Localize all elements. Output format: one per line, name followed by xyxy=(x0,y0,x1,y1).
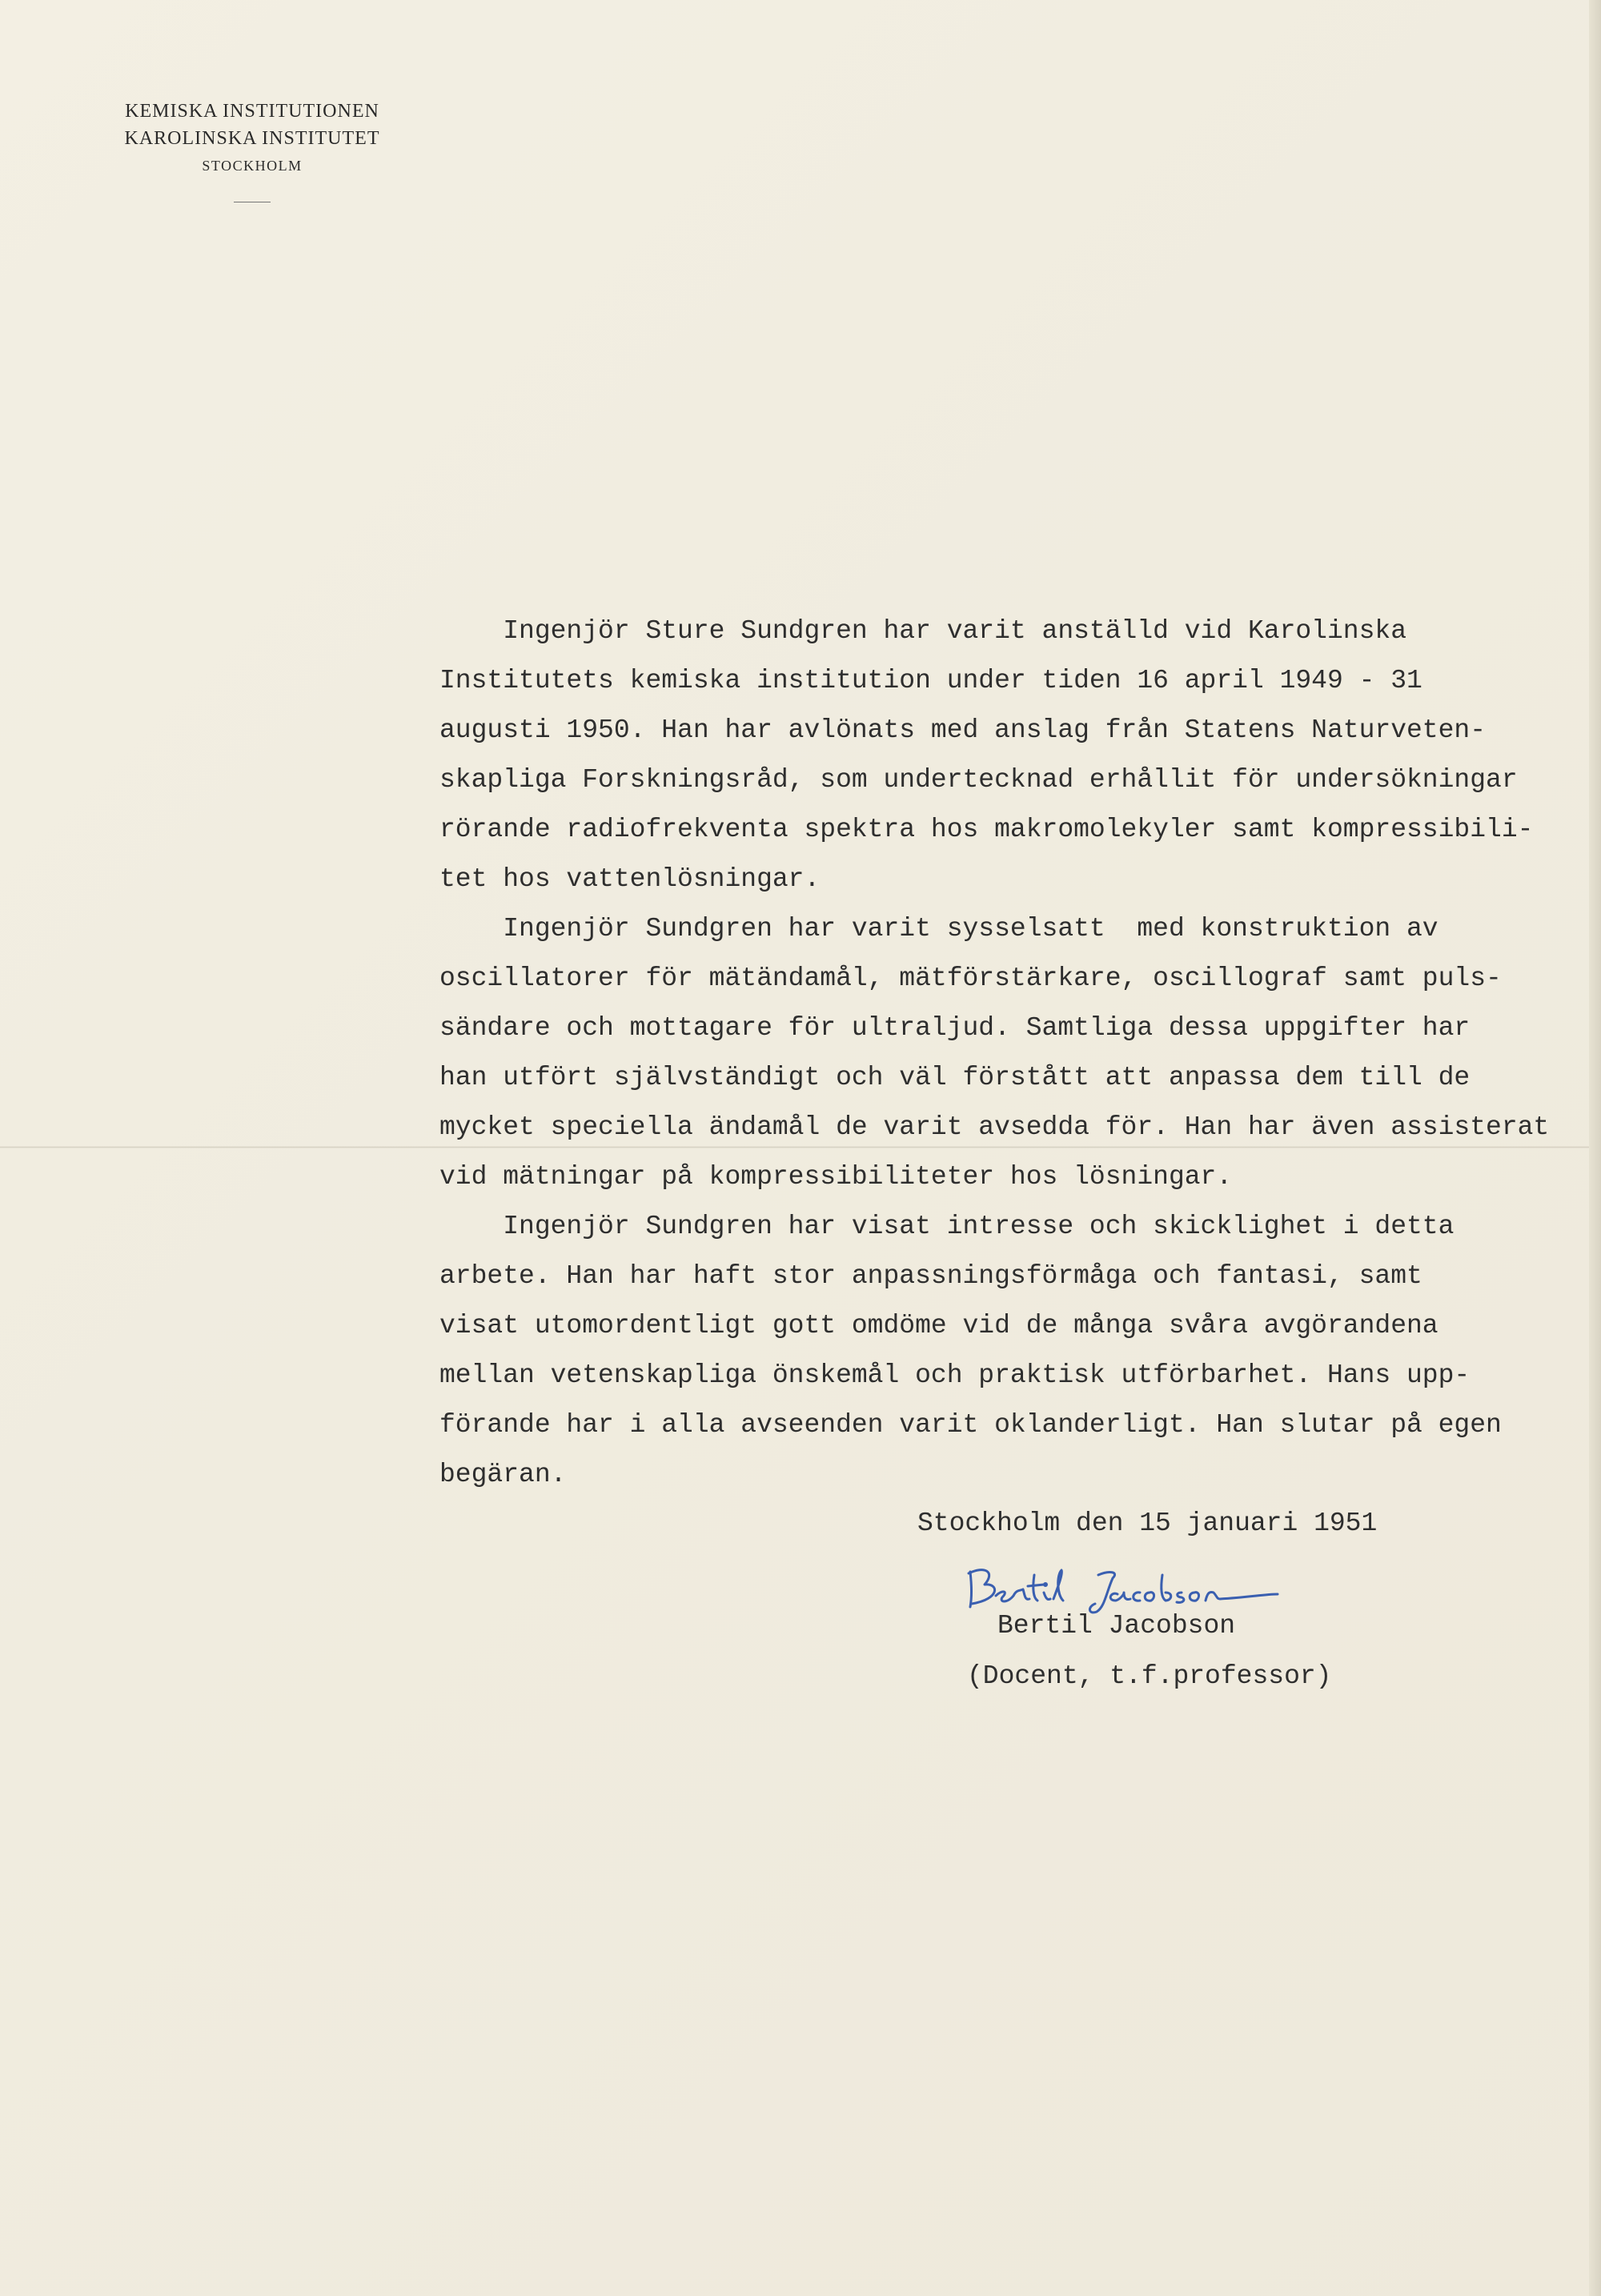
body-line: mellan vetenskapliga önskemål och praktisk utförbarhet. Hans upp- xyxy=(439,1360,1471,1390)
body-line: mycket speciella ändamål de varit avsedda för. Han har även assisterat xyxy=(439,1112,1550,1142)
body-line: han utfört självständigt och väl förstått att anpassa dem till de xyxy=(439,1063,1471,1092)
body-line: Institutets kemiska institution under tiden 16 april 1949 - 31 xyxy=(439,666,1422,695)
letterhead-institution: KEMISKA INSTITUTIONEN xyxy=(125,101,379,122)
body-line: förande har i alla avseenden varit oklanderligt. Han slutar på egen xyxy=(439,1410,1502,1440)
page-edge xyxy=(1589,0,1601,2296)
letterhead xyxy=(80,98,424,202)
body-line: augusti 1950. Han har avlönats med anslag från Statens Naturveten- xyxy=(439,715,1487,745)
body-line: tet hos vattenlösningar. xyxy=(439,864,821,894)
letterhead-university: KAROLINSKA INSTITUTET xyxy=(124,128,380,149)
body-line: Ingenjör Sture Sundgren har varit anställd vid Karolinska xyxy=(439,616,1406,646)
body-line: skapliga Forskningsråd, som undertecknad erhållit för undersökningar xyxy=(439,765,1518,795)
body-line: sändare och mottagare för ultraljud. Samtliga dessa uppgifter har xyxy=(439,1013,1471,1043)
letterhead-city: STOCKHOLM xyxy=(202,158,303,174)
body-line: Ingenjör Sundgren har visat intresse och skicklighet i detta xyxy=(439,1212,1455,1241)
body-line: oscillatorer för mätändamål, mätförstärkare, oscillograf samt puls- xyxy=(439,964,1502,993)
body-line: Ingenjör Sundgren har varit sysselsatt med konstruktion av xyxy=(439,914,1438,944)
body-line: visat utomordentligt gott omdöme vid de många svåra avgörandena xyxy=(439,1311,1438,1340)
place-and-date: Stockholm den 15 januari 1951 xyxy=(917,1509,1378,1538)
body-line: vid mätningar på kompressibiliteter hos lösningar. xyxy=(439,1162,1233,1192)
signer-title: (Docent, t.f.professor) xyxy=(967,1661,1332,1691)
signer-name: Bertil Jacobson xyxy=(997,1611,1236,1641)
body-line: rörande radiofrekventa spektra hos makromolekyler samt kompressibili- xyxy=(439,815,1534,844)
body-line: begäran. xyxy=(439,1460,567,1489)
letter-body xyxy=(439,607,1584,1500)
body-line: arbete. Han har haft stor anpassningsförmåga och fantasi, samt xyxy=(439,1261,1422,1291)
